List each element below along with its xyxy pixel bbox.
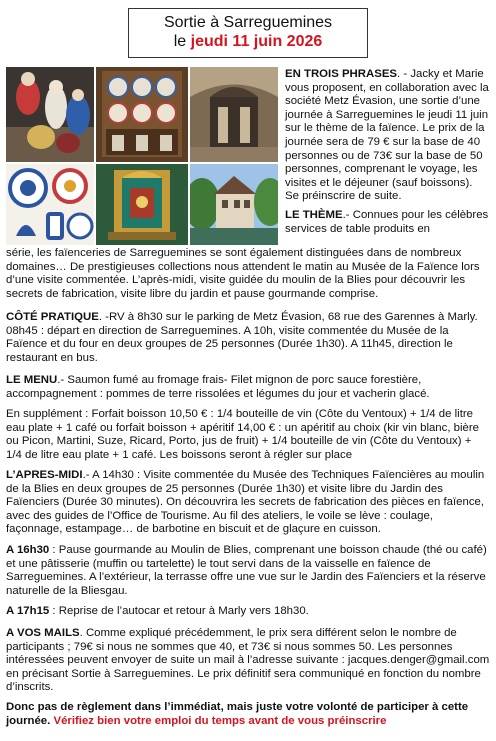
h1715-heading: A 17h15 xyxy=(6,605,50,617)
decorated-plates-photo xyxy=(6,164,94,245)
mails-heading: A VOS MAILS xyxy=(6,627,80,639)
blies-mill-photo xyxy=(190,164,278,245)
pratique-heading: CÔTÉ PRATIQUE xyxy=(6,311,99,323)
theme-continuation xyxy=(6,247,490,301)
closing-red: Vérifiez bien votre emploi du temps avant de vous préinscrire xyxy=(53,714,387,727)
plate-dresser-photo xyxy=(96,67,188,162)
supplement-section xyxy=(6,408,490,462)
majolica-fountain-photo xyxy=(96,164,188,245)
apresmidi-section xyxy=(6,469,490,537)
title-line-1: Sortie à Sarreguemines xyxy=(163,14,333,31)
closing-bold: Donc pas de règlement dans l’immédiat, mais juste votre volonté de participer à cette journée. xyxy=(6,701,469,727)
intro-section xyxy=(285,68,489,236)
photo-collage xyxy=(6,67,278,245)
title-box xyxy=(128,8,368,58)
figurines-photo xyxy=(6,67,94,162)
theme-text-b: série, les faïenceries de Sarreguemines se sont également distinguées dans de nombreux domaines… De prestigieuses collections nous attendent le matin au Musée de la Faïence lors d’une visite commentée. L’après-midi, visite guidée du moulin de la Blies pour découvrir les secrets de fabrication, visite libre du jardin et pause gourmande comprise. xyxy=(6,247,480,300)
apresmidi-heading: L’APRES-MIDI xyxy=(6,469,83,481)
menu-heading: LE MENU xyxy=(6,374,58,386)
apresmidi-text: .- A 14h30 : Visite commentée du Musée des Techniques Faïencières au moulin de la Blies en deux groupes de 25 personnes (Durée 1h30) et visite libre du Jardin des Faïenciers (Durée 30 minutes). On découvrira les secrets de fabrication des pièces en faïence, avec des guides de l’Office de Tourisme. Au fil des ateliers, le voile se lève : coulage, façonnage, estampage… de barbotine en biscuit et de glaçure en cuisson. xyxy=(6,469,485,536)
intro-heading: EN TROIS PHRASES xyxy=(285,68,398,80)
intro-text: . - Jacky et Marie vous proposent, en collaboration avec la société Metz Évasion, une sortie d’une journée à Sarreguemines le jeudi 11 juin sur le thème de la faïence. Le prix de la journée sera de 79 € sur la base de 40 personnes ou de 73€ sur la base de 50 personnes, comprenant le voyage, les visites et le déjeuner (sauf boissons). Se préinscrire de suite. xyxy=(285,68,489,203)
menu-text: .- Saumon fumé au fromage frais- Filet mignon de porc sauce forestière, accompagnement : pommes de terre rissolées et légumes du jour et vacherin glacé. xyxy=(6,374,430,400)
closing-section xyxy=(6,701,490,728)
h1630-heading: A 16h30 xyxy=(6,544,50,556)
kiln-interior-photo xyxy=(190,67,278,162)
theme-text-a: .- Connues pour les célèbres services de table produits en xyxy=(285,208,489,235)
title-line-2 xyxy=(129,32,367,52)
mails-section xyxy=(6,627,490,695)
h1630-section xyxy=(6,544,490,598)
mails-text: . Comme expliqué précédemment, le prix sera différent selon le nombre de participants ; 79€ si nous ne sommes que 40, et 73€ si nous sommes 50. Les personnes intéressées peuvent envoyer de suite un mail à l’adresse suivante : jacques.denger@gmail.com en précisant Sortie à Sarreguemines. Le prix définitif sera communiqué en fonction du nombre d’inscrits. xyxy=(6,627,490,694)
h1715-section xyxy=(6,605,490,619)
supplement-text: En supplément : Forfait boisson 10,50 € : 1/4 bouteille de vin (Côte du Ventoux) + 1/4 de litre eau plate + 1 café ou forfait boisson + apéritif 14,00 € : un apéritif au choix (kir vin blanc, bière ou Picon, Martini, Suze, Ricard, Porto, jus de fruit) + 1/4 bouteille de vin (Côte du Ventoux) + 1/4 de litre eau plate + 1 café. Les boissons seront à régler sur place xyxy=(6,408,479,461)
menu-section xyxy=(6,374,490,401)
pratique-text: . -RV à 8h30 sur le parking de Metz Évasion, 68 rue des Garennes à Marly. 08h45 : départ en direction de Sarreguemines. A 10h, visite commentée du Musée de la Faïence et du four en deux groupes de 25 personnes (Durée 1h30). A 11h45, direction le restaurant en bus. xyxy=(6,311,478,364)
theme-heading: LE THÈME xyxy=(285,208,343,221)
h1715-text: : Reprise de l’autocar et retour à Marly vers 18h30. xyxy=(49,605,309,617)
h1630-text: : Pause gourmande au Moulin de Blies, comprenant une boisson chaude (thé ou café) et une pâtisserie (muffin ou tartelette) le tout servi dans de la vaisselle en faïence de Sarreguemines. A l’extérieur, la terrasse offre une vue sur le Jardin des Faïenciers et la réserve naturelle de la Bliesgau. xyxy=(6,544,487,597)
title-date: jeudi 11 juin 2026 xyxy=(190,33,323,50)
pratique-section xyxy=(6,311,490,365)
title-prefix: le xyxy=(173,33,191,50)
